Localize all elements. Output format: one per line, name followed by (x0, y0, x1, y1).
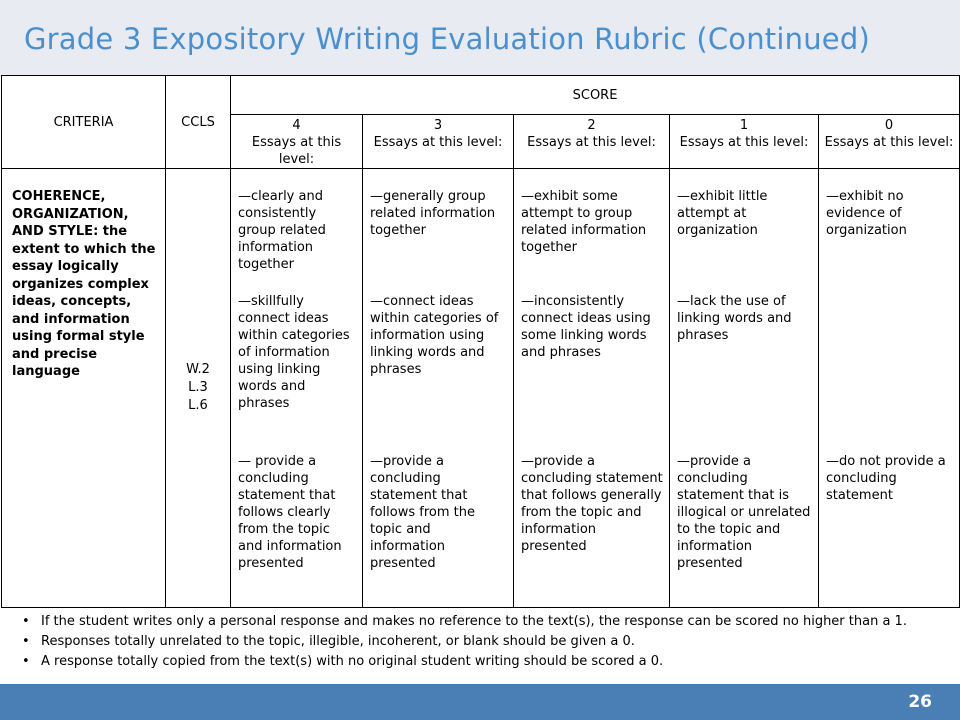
descriptor-linking: —inconsistently connect ideas using some linking words and phrases (521, 294, 651, 360)
descriptor-conclusion: —provide a concluding statement that is illogical or unrelated to the topic and information presented (677, 454, 811, 571)
bullet-icon: • (22, 634, 30, 649)
level-3-header (363, 115, 514, 169)
ccls-header: CCLS (166, 76, 231, 169)
note-text: Responses totally unrelated to the topic, illegible, incoherent, or blank should be given a 0. (41, 634, 635, 649)
descriptor-organization: —generally group related information together (370, 189, 496, 238)
ccls-standard: L.3 (188, 380, 208, 395)
footer-band (0, 684, 960, 720)
ccls-standard: L.6 (188, 398, 208, 413)
note-item (22, 653, 942, 670)
level-2-cell (514, 169, 670, 608)
page-title: Grade 3 Expository Writing Evaluation Rubric (Continued) (24, 22, 870, 56)
level-1-cell (670, 169, 819, 608)
descriptor-organization: —exhibit little attempt at organization (677, 189, 768, 238)
level-caption: Essays at this level: (251, 135, 342, 167)
level-2-header (514, 115, 670, 169)
level-3-cell (363, 169, 514, 608)
ccls-standard: W.2 (186, 362, 210, 377)
page-number: 26 (908, 692, 932, 712)
ccls-cell (166, 169, 231, 608)
level-caption: Essays at this level: (679, 135, 809, 150)
bullet-icon: • (22, 654, 30, 669)
descriptor-linking: —connect ideas within categories of information using linking words and phrases (370, 294, 499, 377)
level-score: 1 (739, 118, 749, 133)
coherence-row (2, 169, 960, 608)
level-4-cell (231, 169, 363, 608)
descriptor-conclusion: —provide a concluding statement that follows from the topic and information presented (370, 454, 475, 571)
descriptor-organization: —clearly and consistently group related information together (238, 189, 326, 272)
criteria-text: COHERENCE, ORGANIZATION, AND STYLE: the extent to which the essay logically organizes complex ideas, concepts, and information using formal style and precise language (12, 189, 156, 379)
level-score: 4 (292, 118, 301, 133)
level-0-header (819, 115, 960, 169)
level-1-header (670, 115, 819, 169)
level-caption: Essays at this level: (527, 135, 656, 150)
level-caption: Essays at this level: (824, 135, 954, 150)
scoring-notes (22, 613, 942, 673)
score-header: SCORE (231, 76, 960, 115)
note-item (22, 633, 942, 650)
note-text: If the student writes only a personal response and makes no reference to the text(s), the response can be scored no higher than a 1. (41, 614, 907, 629)
level-score: 0 (884, 118, 894, 133)
descriptor-linking: —skillfully connect ideas within categories of information using linking words and phrases (238, 294, 350, 411)
descriptor-organization: —exhibit some attempt to group related information together (521, 189, 647, 255)
bullet-icon: • (22, 614, 30, 629)
descriptor-organization: —exhibit no evidence of organization (826, 189, 907, 238)
level-caption: Essays at this level: (373, 135, 503, 150)
criteria-header: CRITERIA (2, 76, 166, 169)
level-score: 2 (587, 118, 596, 133)
descriptor-conclusion: —do not provide a concluding statement (826, 454, 946, 503)
descriptor-conclusion: — provide a concluding statement that follows clearly from the topic and information presented (238, 454, 342, 571)
note-item (22, 613, 942, 630)
level-0-cell (819, 169, 960, 608)
header-row-score (2, 76, 960, 115)
descriptor-conclusion: —provide a concluding statement that follows generally from the topic and information presented (521, 454, 663, 554)
rubric-table (1, 75, 960, 608)
criteria-cell (2, 169, 166, 608)
level-score: 3 (433, 118, 443, 133)
note-text: A response totally copied from the text(s) with no original student writing should be scored a 0. (41, 654, 664, 669)
descriptor-linking: —lack the use of linking words and phrases (677, 294, 792, 343)
level-4-header (231, 115, 363, 169)
